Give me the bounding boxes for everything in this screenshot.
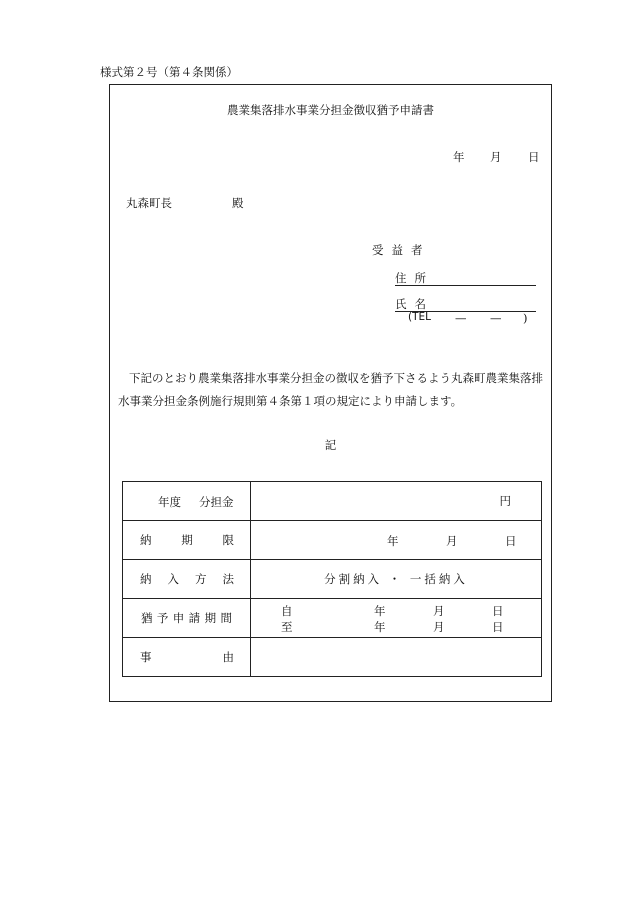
address-label: 住所 xyxy=(395,271,434,285)
from-day-label: 日 xyxy=(492,604,504,618)
application-form xyxy=(109,84,552,702)
form-number-label: 様式第２号（第４条関係） xyxy=(100,65,238,79)
request-body-text: 下記のとおり農業集落排水事業分担金の徴収を猶予下さるよう丸森町農業集落排水事業分担金条例施行規則第４条第１項の規定により申請します。 xyxy=(118,371,543,408)
due-month-label: 月 xyxy=(446,534,458,548)
payment-method-label-cell xyxy=(123,560,251,599)
reason-label: 事 由 xyxy=(140,650,234,664)
document-title: 農業集落排水事業分担金徴収猶予申請書 xyxy=(227,103,434,117)
beneficiary-label: 受益者 xyxy=(372,243,431,257)
table-row xyxy=(123,560,542,599)
to-month-label: 月 xyxy=(433,620,445,634)
period-from-label: 自 xyxy=(281,604,293,618)
from-month-label: 月 xyxy=(433,604,445,618)
due-day-label: 日 xyxy=(505,534,517,548)
fiscal-year-label: 年度 xyxy=(158,495,181,509)
name-label: 氏名 xyxy=(395,297,434,311)
yen-unit: 円 xyxy=(499,494,511,508)
contribution-label: 分担金 xyxy=(199,495,234,509)
tel-dash: — xyxy=(490,311,502,325)
date-year-label: 年 xyxy=(453,150,465,164)
deferral-period-value-cell[interactable] xyxy=(251,599,542,638)
fiscal-year-label-cell xyxy=(123,482,251,521)
payment-method-value-cell[interactable] xyxy=(251,560,542,599)
details-table xyxy=(122,481,542,677)
table-row xyxy=(123,521,542,560)
reason-label-cell xyxy=(123,638,251,677)
table-row xyxy=(123,482,542,521)
ki-heading: 記 xyxy=(324,438,337,452)
date-month-label: 月 xyxy=(490,150,502,164)
to-day-label: 日 xyxy=(492,620,504,634)
from-year-label: 年 xyxy=(374,604,386,618)
contribution-amount-cell[interactable] xyxy=(251,482,542,521)
addressee-honorific: 殿 xyxy=(232,196,244,210)
table-row xyxy=(123,638,542,677)
payment-method-options: 分割納入 ・ 一括納入 xyxy=(324,572,468,586)
due-date-label: 納 期 限 xyxy=(140,533,234,547)
tel-close-paren: ) xyxy=(523,311,528,325)
table-row xyxy=(123,599,542,638)
tel-label: (TEL xyxy=(408,311,431,323)
due-year-label: 年 xyxy=(387,534,399,548)
deferral-period-label: 猶 予 申 請 期 間 xyxy=(141,611,232,625)
date-day-label: 日 xyxy=(528,150,540,164)
due-date-value-cell[interactable] xyxy=(251,521,542,560)
addressee-name: 丸森町長 xyxy=(126,196,172,210)
period-to-label: 至 xyxy=(281,620,293,634)
tel-dash: — xyxy=(455,311,467,325)
to-year-label: 年 xyxy=(374,620,386,634)
reason-value-cell[interactable] xyxy=(251,638,542,677)
payment-method-label: 納 入 方 法 xyxy=(140,572,234,586)
address-field-line[interactable] xyxy=(395,285,536,286)
due-date-label-cell xyxy=(123,521,251,560)
deferral-period-label-cell xyxy=(123,599,251,638)
